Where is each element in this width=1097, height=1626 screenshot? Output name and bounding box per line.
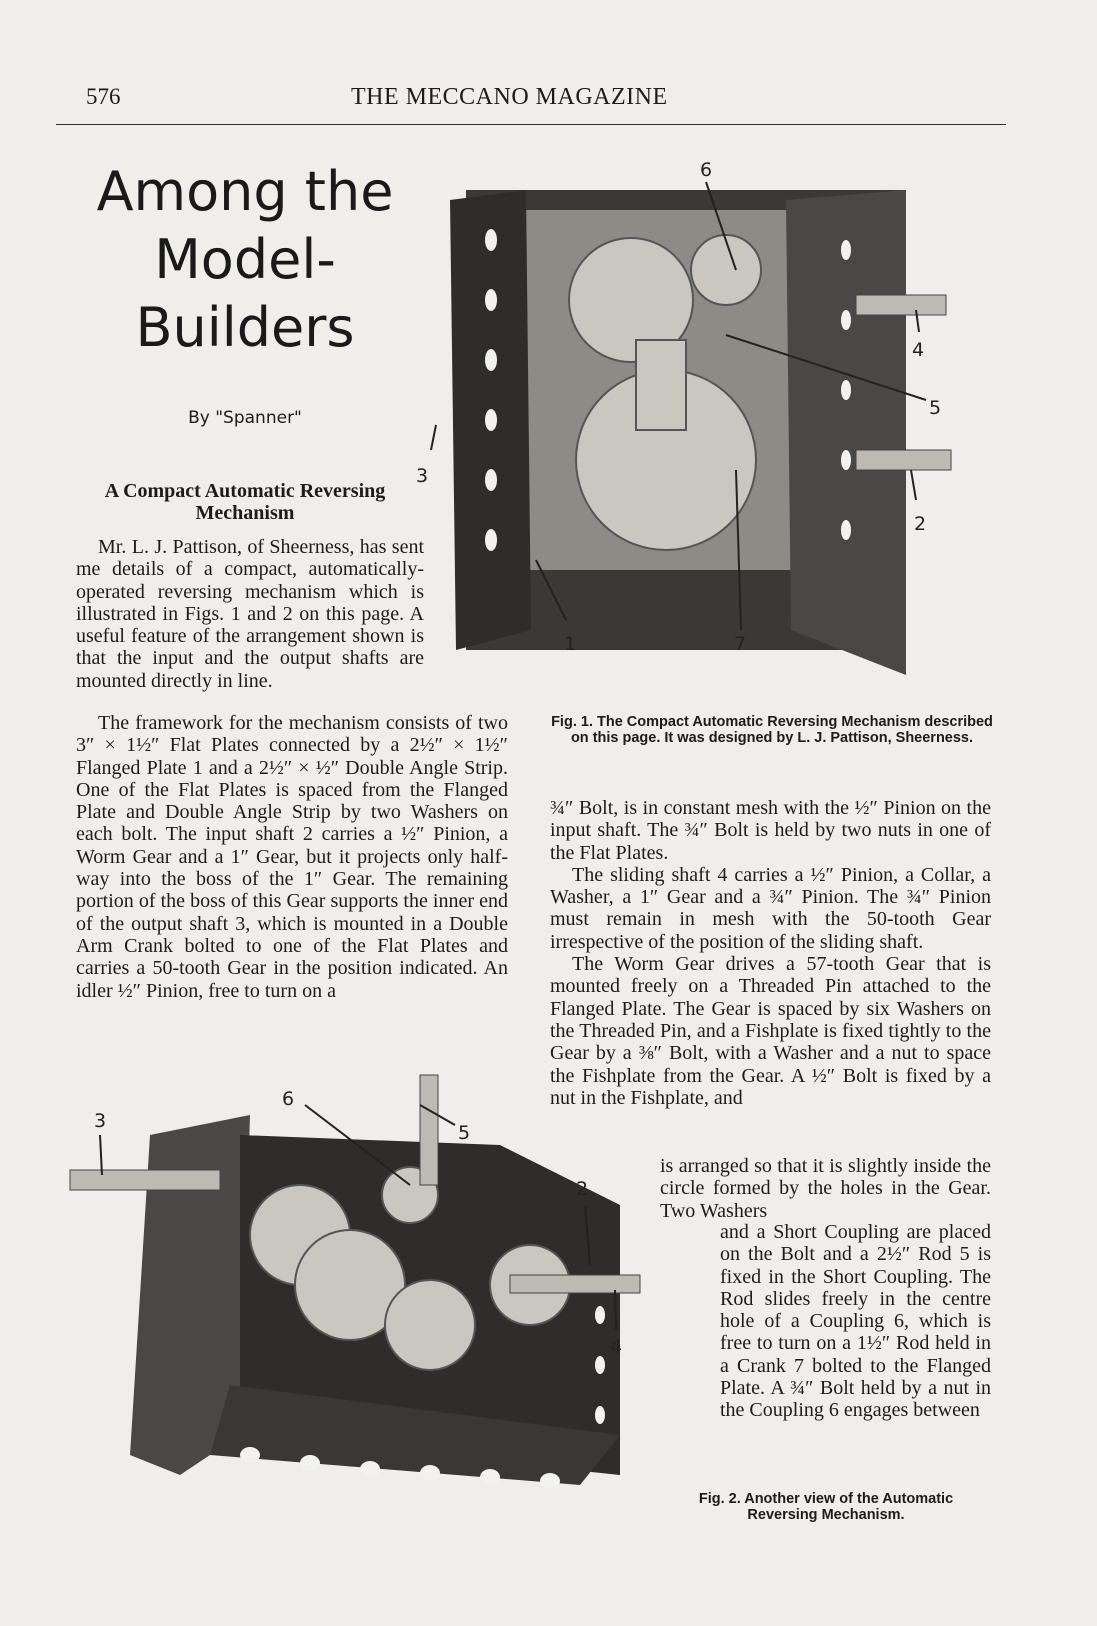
fig2-label-2: 2 <box>576 1178 589 1200</box>
column-2-top <box>550 797 991 1109</box>
figure-2-photo <box>60 1075 660 1555</box>
figure-1-caption: Fig. 1. The Compact Automatic Reversing Mechanism described on this page. It was designed by L. J. Pattison, Sheerness. <box>551 714 993 746</box>
paragraph-sliding-shaft: The sliding shaft 4 carries a ½″ Pinion, a Collar, a Washer, a 1″ Gear and a ¾″ Pinion. The ¾″ Pinion must remain in mesh with the 50-tooth Gear irrespective of the position of the sliding shaft. <box>550 863 991 953</box>
fig2-label-3: 3 <box>94 1110 107 1132</box>
magazine-title: THE MECCANO MAGAZINE <box>351 84 668 110</box>
title-line-1: Among the <box>96 160 394 223</box>
fig1-label-1: 1 <box>564 633 577 655</box>
fig2-label-5: 5 <box>458 1122 471 1144</box>
figure-2-caption: Fig. 2. Another view of the Automatic Reversing Mechanism. <box>698 1491 954 1523</box>
paragraph-worm-gear-cont: is arranged so that it is slightly inside the circle formed by the holes in the Gear. Two Washers <box>660 1155 991 1222</box>
paragraph-worm-gear: The Worm Gear drives a 57-tooth Gear that is mounted freely on a Threaded Pin attached to the Flanged Plate. The Gear is spaced by six Washers on the Threaded Pin, and a Fishplate is fixed tightly to the Gear by a ⅜″ Bolt, with a Washer and a nut to space the Fishplate from the Gear. A ½″ Bolt is fixed by a nut in the Fishplate, and <box>550 953 991 1109</box>
paragraph-framework: The framework for the mechanism consists of two 3″ × 1½″ Flat Plates connected by a 2½″ × 1½″ Flanged Plate 1 and a 2½″ × ½″ Double Angle Strip. One of the Flat Plates is spaced from the Flanged Plate and Double Angle Strip by two Washers on each bolt. The input shaft 2 carries a ½″ Pinion, a Worm Gear and a 1″ Gear, but it projects only half-way into the boss of the 1″ Gear. The remaining portion of the boss of this Gear supports the inner end of the output shaft 3, which is mounted in a Double Arm Crank bolted to one of the Flat Plates and carries a 50-tooth Gear in the position indicated. An idler ½″ Pinion, free to turn on a <box>76 712 508 1002</box>
column-1-bottom <box>76 712 508 1002</box>
fig1-label-4: 4 <box>912 339 925 361</box>
fig1-label-7: 7 <box>734 633 747 655</box>
page-header <box>56 84 1006 125</box>
fig2-label-4: 4 <box>610 1336 623 1358</box>
fig1-label-3: 3 <box>416 465 429 487</box>
fig1-label-2: 2 <box>914 513 927 535</box>
fig2-label-6: 6 <box>282 1088 295 1110</box>
figure-1-photo <box>416 159 1006 705</box>
article-heading: A Compact Automatic Reversing Mechanism <box>104 480 386 524</box>
paragraph-worm-gear-end: and a Short Coupling are placed on the Bolt and a 2½″ Rod 5 is fixed in the Short Coupling. The Rod slides freely in the centre hole of a Coupling 6, which is free to turn on a 1½″ Rod held in a Crank 7 bolted to the Flanged Plate. A ¾″ Bolt held by a nut in the Coupling 6 engages between <box>720 1221 991 1422</box>
fig1-label-5: 5 <box>929 397 942 419</box>
title-line-2: Model- <box>154 228 336 291</box>
column-2-middle <box>660 1155 991 1222</box>
column-1-top <box>76 536 424 692</box>
byline: By "Spanner" <box>188 408 302 428</box>
article-title <box>60 158 430 362</box>
fig1-label-6: 6 <box>700 159 713 181</box>
paragraph-bolt: ¾″ Bolt, is in constant mesh with the ½″ Pinion on the input shaft. The ¾″ Bolt is held by two nuts in one of the Flat Plates. <box>550 797 991 864</box>
paragraph-intro: Mr. L. J. Pattison, of Sheerness, has sent me details of a compact, automatically-operated reversing mechanism which is illustrated in Figs. 1 and 2 on this page. A useful feature of the arrangement shown is that the input and the output shafts are mounted directly in line. <box>76 536 424 692</box>
column-2-bottom <box>720 1221 991 1422</box>
page-number: 576 <box>86 84 121 109</box>
title-line-3: Builders <box>135 296 355 359</box>
